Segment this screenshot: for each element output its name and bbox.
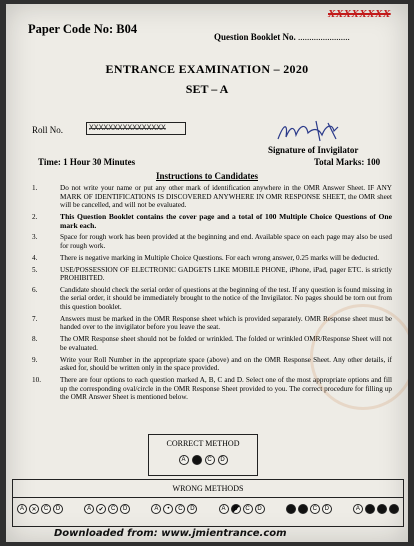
correct-method-title: CORRECT METHOD xyxy=(166,439,240,448)
omr-bubble: D xyxy=(187,504,197,514)
omr-bubble: D xyxy=(322,504,332,514)
omr-bubble: C xyxy=(175,504,185,514)
booklet-blank: ....................... xyxy=(298,32,350,42)
omr-bubble: C xyxy=(41,504,51,514)
exam-set: SET – A xyxy=(185,82,229,96)
instruction-number: 2. xyxy=(32,212,38,221)
instruction-text: USE/POSSESSION OF ELECTRONIC GADGETS LIKE MOBILE PHONE, iPhone, iPad, pager ETC. is strictly PROHIBITED. xyxy=(60,265,392,283)
wrong-method-example xyxy=(84,504,130,514)
omr-bubble: D xyxy=(53,504,63,514)
wrong-methods-box xyxy=(12,479,404,527)
download-source: Downloaded from: www.jmientrance.com xyxy=(54,528,287,539)
omr-bubble: A xyxy=(286,504,296,514)
instruction-item xyxy=(32,184,392,210)
total-marks: Total Marks: 100 xyxy=(314,157,381,167)
omr-bubble: ✔ xyxy=(96,504,106,514)
instruction-item xyxy=(32,266,392,283)
omr-bubble: D xyxy=(120,504,130,514)
roll-number-label: Roll No. xyxy=(32,125,64,135)
instruction-item xyxy=(32,286,392,312)
booklet-label: Question Booklet No. xyxy=(214,32,296,42)
omr-bubble: A xyxy=(84,504,94,514)
instruction-text: Answers must be marked in the OMR Response sheet which is provided separately. OMR Response sheet must be handed over to the invigilator before you leave the seat. xyxy=(60,314,392,332)
omr-bubble: C xyxy=(310,504,320,514)
instruction-item xyxy=(32,213,392,230)
paper-code: Paper Code No: B04 xyxy=(28,22,138,36)
wrong-method-example xyxy=(151,504,197,514)
signature-label: Signature of Invigilator xyxy=(268,145,359,155)
omr-bubble: C xyxy=(108,504,118,514)
omr-bubble: A xyxy=(17,504,27,514)
wrong-method-example xyxy=(17,504,63,514)
omr-bubble: B xyxy=(192,455,202,465)
instruction-number: 8. xyxy=(32,335,38,344)
time-limit: Time: 1 Hour 30 Minutes xyxy=(38,157,136,167)
red-scribble: XXXXXXXX xyxy=(328,8,391,20)
omr-bubble: ✕ xyxy=(29,504,39,514)
instruction-number: 5. xyxy=(32,265,38,274)
wrong-methods-title: WRONG METHODS xyxy=(172,484,244,493)
roll-number-box: XXXXXXXXXXXXXXXX xyxy=(86,122,186,135)
instructions-heading: Instructions to Candidates xyxy=(155,171,258,181)
instruction-number: 1. xyxy=(32,184,38,192)
omr-bubble: C xyxy=(377,504,387,514)
instruction-text: Write your Roll Number in the appropriate space (above) and on the OMR Response Sheet. Any other details, if asked for, should be written only in the space provided. xyxy=(60,355,392,373)
omr-bubble: D xyxy=(389,504,399,514)
wrong-methods-row xyxy=(17,504,399,514)
omr-bubble: D xyxy=(255,504,265,514)
invigilator-signature xyxy=(276,119,356,145)
correct-method-box xyxy=(148,434,258,476)
omr-bubble: B xyxy=(231,504,241,514)
question-booklet-number xyxy=(214,32,350,42)
wrong-method-example xyxy=(219,504,265,514)
omr-bubble: A xyxy=(219,504,229,514)
instruction-text: Space for rough work has been provided at the beginning and end. Available space on each page may also be used for rough work. xyxy=(60,233,392,250)
instruction-text: There are four options to each question marked A, B, C and D. Select one of the most appropriate options and fill up the corresponding oval/circle in the OMR Response Sheet provided to you. The correct procedure for filling up the OMR Answer Sheet is mentioned below. xyxy=(60,375,392,402)
wrong-methods-divider xyxy=(13,497,403,498)
omr-bubble: A xyxy=(151,504,161,514)
instruction-number: 9. xyxy=(32,355,38,364)
wrong-method-example xyxy=(286,504,332,514)
instruction-text: This Question Booklet contains the cover page and a total of 100 Multiple Choice Questions of One mark each. xyxy=(60,211,392,230)
omr-bubble: • xyxy=(163,504,173,514)
instruction-number: 6. xyxy=(32,285,38,294)
instruction-text: Candidate should check the serial order of questions at the beginning of the test. If any question is found missing in the serial order, it should be immediately brought to the notice of the Invigilator. No pages should be torn out from this question booklet. xyxy=(60,285,392,312)
instruction-text: Do not write your name or put any other mark of identification anywhere in the OMR Answer Sheet. IF ANY MARK OF IDENTIFICATIONS IS DISCOVERED ANYWHERE IN OMR RESPONSE SHEET, the OMR sheet will be cancelled, and will not be evaluated. xyxy=(60,184,392,210)
omr-bubble: A xyxy=(353,504,363,514)
instruction-item xyxy=(32,254,392,263)
omr-bubble: D xyxy=(218,455,228,465)
instruction-number: 3. xyxy=(32,233,38,242)
omr-bubble: C xyxy=(243,504,253,514)
correct-method-bubbles xyxy=(149,455,257,465)
omr-bubble: A xyxy=(179,455,189,465)
instruction-text: There is negative marking in Multiple Choice Questions. For each wrong answer, 0.25 marks will be deducted. xyxy=(60,253,380,262)
omr-bubble: C xyxy=(205,455,215,465)
exam-cover-page xyxy=(6,4,408,542)
instruction-item xyxy=(32,233,392,250)
wrong-method-example xyxy=(353,504,399,514)
instruction-number: 4. xyxy=(32,253,38,262)
exam-title: ENTRANCE EXAMINATION – 2020 xyxy=(105,62,309,76)
omr-bubble: B xyxy=(298,504,308,514)
watermark-seal xyxy=(310,304,408,410)
instruction-number: 7. xyxy=(32,314,38,323)
omr-bubble: B xyxy=(365,504,375,514)
instruction-number: 10. xyxy=(32,375,41,384)
instruction-text: The OMR Response sheet should not be folded or wrinkled. The folded or wrinkled OMR/Response Sheet will not be evaluated. xyxy=(60,335,392,352)
